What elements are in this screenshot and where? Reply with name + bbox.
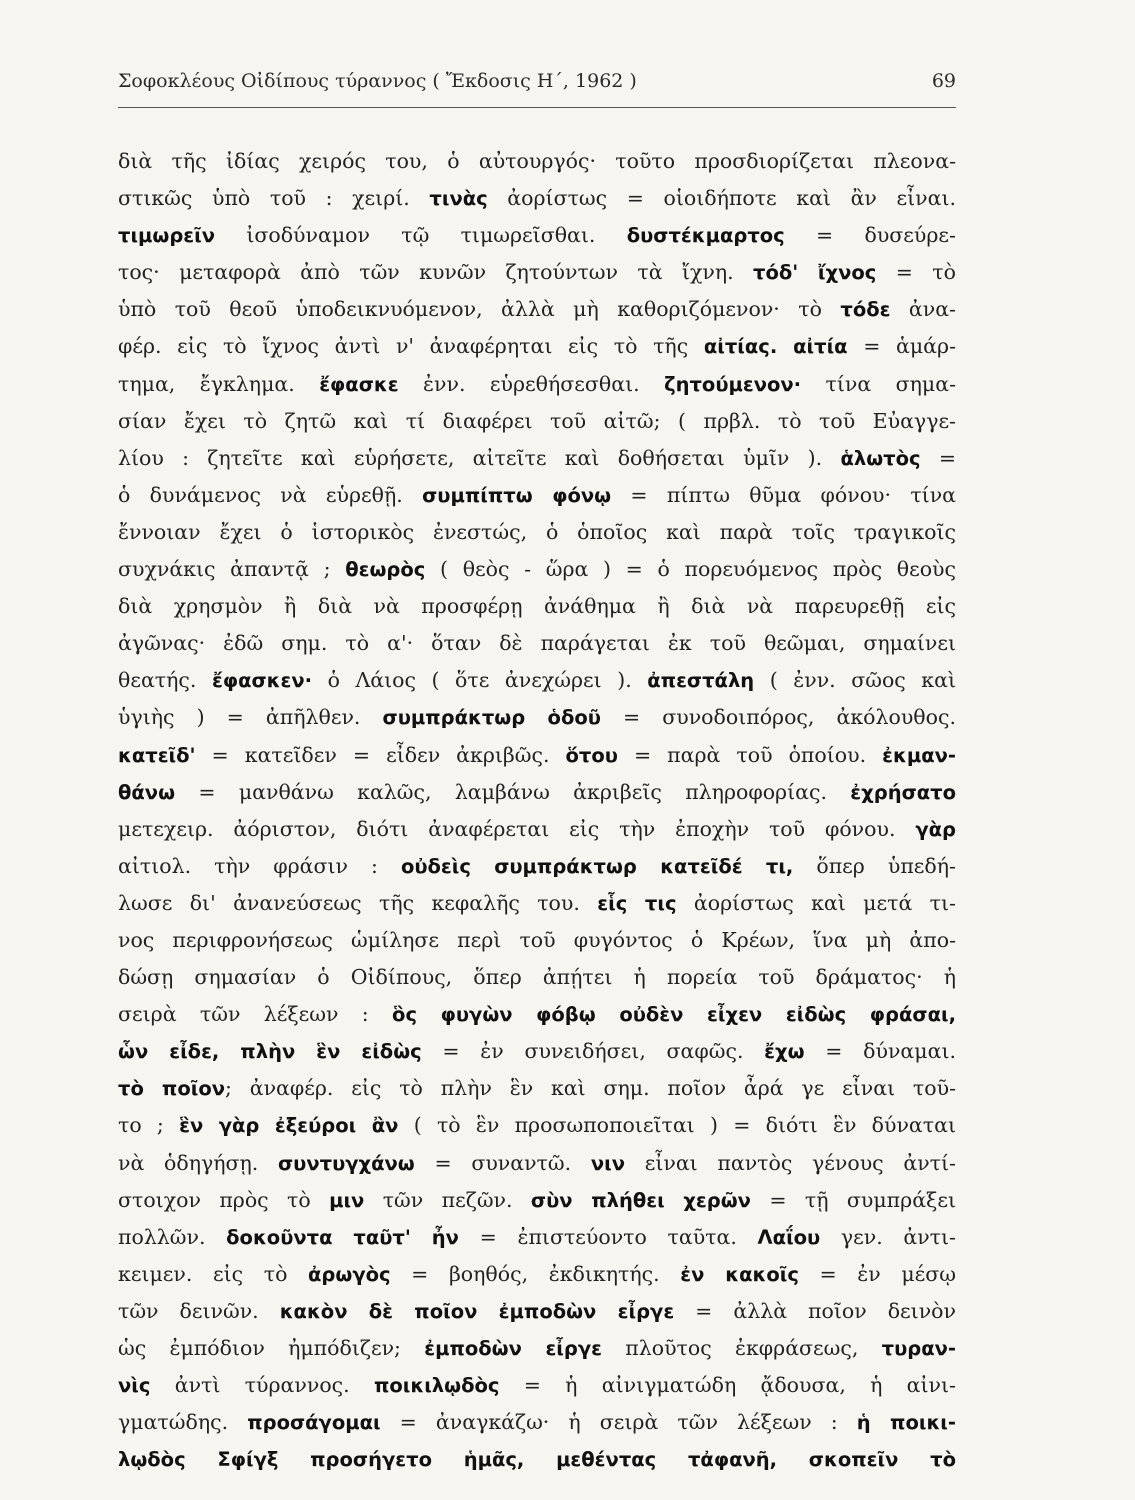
gloss-text: κειμεν. εἰς τὸ bbox=[118, 1261, 309, 1286]
gloss-text: = bbox=[920, 445, 956, 470]
lemma-term: δοκοῦντα ταῦτ' ἦν bbox=[226, 1225, 459, 1249]
gloss-text: ( τὸ ἓν προσωποποιεῖται ) = διότι ἓν δύναται bbox=[398, 1113, 956, 1138]
lemma-term: ἀρωγὸς bbox=[308, 1262, 391, 1286]
gloss-text: θεατής. bbox=[118, 668, 212, 693]
lemma-term: συμπράκτωρ ὁδοῦ bbox=[382, 706, 601, 730]
lemma-term: τινὰς bbox=[429, 187, 488, 211]
gloss-text: λίου : ζητεῖτε καὶ εὑρήσετε, αἰτεῖτε καὶ δοθήσεται ὑμῖν ). bbox=[118, 445, 841, 470]
gloss-text: ἐνν. εὑρεθήσεσθαι. bbox=[398, 371, 665, 396]
text-line bbox=[118, 1145, 956, 1182]
lemma-term: ὃς φυγὼν φόβῳ οὐδὲν εἶχεν εἰδὼς φράσαι, bbox=[392, 1003, 956, 1027]
text-line bbox=[118, 328, 956, 365]
gloss-text: ἀγῶνας· ἐδῶ σημ. τὸ α'· ὅταν δὲ παράγεται ἐκ τοῦ θεῶμαι, σημαίνει bbox=[118, 631, 956, 656]
text-line bbox=[118, 848, 956, 885]
commentary-text bbox=[118, 143, 956, 1478]
text-line bbox=[118, 180, 956, 217]
gloss-text: νὰ ὁδηγήσῃ. bbox=[118, 1150, 278, 1175]
gloss-text: = τῇ συμπράξει bbox=[750, 1187, 956, 1212]
gloss-text: σειρὰ τῶν λέξεων : bbox=[118, 1002, 393, 1027]
gloss-text: = τὸ bbox=[876, 260, 956, 285]
text-line bbox=[118, 1070, 956, 1107]
gloss-text: = ἐπιστεύοντο ταῦτα. bbox=[458, 1224, 758, 1249]
gloss-text: ἀνα- bbox=[890, 297, 956, 322]
text-line bbox=[118, 774, 956, 811]
gloss-text: ἀντὶ τύραννος. bbox=[150, 1373, 374, 1398]
lemma-term: λῳδὸς Σφίγξ προσήγετο ἡμᾶς, μεθέντας τἀφανῆ, σκοπεῖν τὸ bbox=[118, 1448, 956, 1472]
lemma-term: ἔφασκε bbox=[319, 372, 399, 396]
lemma-term: ἐκμαν- bbox=[882, 743, 956, 767]
gloss-text: = ἀλλὰ ποῖον δεινὸν bbox=[674, 1298, 956, 1323]
gloss-text: = συνοδοιπόρος, ἀκόλουθος. bbox=[600, 705, 956, 730]
gloss-text: τημα, ἔγκλημα. bbox=[118, 371, 320, 396]
text-line bbox=[118, 1219, 956, 1256]
gloss-text: = παρὰ τοῦ ὁποίου. bbox=[617, 742, 883, 767]
gloss-text: στοιχον πρὸς τὸ bbox=[118, 1187, 330, 1212]
text-line bbox=[118, 1256, 956, 1293]
gloss-text: πολλῶν. bbox=[118, 1224, 227, 1249]
lemma-term: τὸ ποῖον bbox=[118, 1077, 226, 1101]
lemma-term: ἀπεστάλη bbox=[647, 669, 755, 693]
gloss-text: = συναντῶ. bbox=[414, 1150, 591, 1175]
gloss-text: διὰ χρησμὸν ἢ διὰ νὰ προσφέρῃ ἀνάθημα ἢ διὰ νὰ παρευρεθῇ εἰς bbox=[118, 594, 956, 619]
text-line bbox=[118, 811, 956, 848]
text-line bbox=[118, 366, 956, 403]
gloss-text: = πίπτω θῦμα φόνου· τίνα bbox=[611, 482, 957, 507]
lemma-term: κακὸν δὲ ποῖον ἐμποδὼν εἶργε bbox=[279, 1299, 675, 1323]
lemma-term: ἁλωτὸς bbox=[840, 446, 921, 470]
text-line bbox=[118, 996, 956, 1033]
gloss-text: πλοῦτος ἐκφράσεως, bbox=[602, 1336, 882, 1360]
gloss-text: ; ἀναφέρ. εἰς τὸ πλὴν ἓν καὶ σημ. ποῖον ἆρά γε εἶναι τοῦ- bbox=[225, 1076, 956, 1101]
text-line bbox=[118, 291, 956, 328]
lemma-term: τιμωρεῖν bbox=[118, 224, 216, 248]
lemma-term: εἷς τις bbox=[597, 891, 677, 915]
gloss-text: = βοηθός, ἐκδικητής. bbox=[390, 1261, 681, 1286]
gloss-text: λωσε δι' ἀνανεύσεως τῆς κεφαλῆς του. bbox=[118, 890, 598, 915]
lemma-term: γὰρ bbox=[915, 817, 956, 841]
text-line bbox=[118, 662, 956, 699]
gloss-text: ὁ δυνάμενος νὰ εὑρεθῇ. bbox=[118, 482, 423, 507]
lemma-term: Λαΐου bbox=[757, 1225, 821, 1249]
text-line bbox=[118, 1330, 956, 1367]
gloss-text: γματώδης. bbox=[118, 1410, 248, 1435]
gloss-text: μετεχειρ. ἀόριστον, διότι ἀναφέρεται εἰς τὴν ἐποχὴν τοῦ φόνου. bbox=[118, 816, 916, 841]
text-line bbox=[118, 403, 956, 440]
text-line bbox=[118, 477, 956, 514]
gloss-text: ὅπερ ὑπεδή- bbox=[793, 853, 956, 878]
gloss-text: = ἡ αἰνιγματώδη ᾄδουσα, ἡ αἰνι- bbox=[499, 1373, 956, 1398]
gloss-text: αἰτιολ. τὴν φράσιν : bbox=[118, 853, 401, 878]
lemma-term: ἔφασκεν· bbox=[211, 669, 313, 693]
lemma-term: ποικιλῳδὸς bbox=[373, 1374, 500, 1398]
text-line bbox=[118, 1441, 956, 1478]
lemma-term: ὧν εἶδε, πλὴν ἓν εἰδὼς bbox=[118, 1040, 422, 1064]
text-line bbox=[118, 143, 956, 180]
text-line bbox=[118, 737, 956, 774]
lemma-term: ἐμποδὼν εἶργε bbox=[424, 1337, 602, 1360]
lemma-term: ἓν γὰρ ἐξεύροι ἂν bbox=[179, 1114, 399, 1138]
lemma-term: ἔχω bbox=[764, 1040, 805, 1064]
gloss-text: ( ἐνν. σῶος καὶ bbox=[754, 668, 956, 693]
lemma-term: ὅτου bbox=[565, 743, 618, 767]
text-line bbox=[118, 1293, 956, 1330]
lemma-term: ἡ ποικι- bbox=[856, 1411, 957, 1435]
lemma-term: οὐδεὶς συμπράκτωρ κατεῖδέ τι, bbox=[400, 854, 794, 878]
text-line bbox=[118, 1404, 956, 1441]
gloss-text: = κατεῖδεν = εἶδεν ἀκριβῶς. bbox=[195, 742, 566, 767]
gloss-text: γεν. ἀντι- bbox=[820, 1224, 956, 1249]
gloss-text: ἰσοδύναμον τῷ τιμωρεῖσθαι. bbox=[215, 223, 627, 248]
text-line bbox=[118, 254, 956, 291]
lemma-term: θεωρὸς bbox=[345, 558, 426, 582]
gloss-text: = δύναμαι. bbox=[804, 1039, 956, 1064]
running-header bbox=[118, 70, 956, 92]
lemma-term: δυστέκμαρτος bbox=[626, 224, 785, 248]
gloss-text: ὑγιὴς ) = ἀπῆλθεν. bbox=[118, 705, 383, 730]
gloss-text: φέρ. εἰς τὸ ἴχνος ἀντὶ ν' ἀναφέρηται εἰς τὸ τῆς bbox=[118, 334, 704, 359]
gloss-text: στικῶς ὑπὸ τοῦ : χειρί. bbox=[118, 186, 430, 211]
lemma-term: αἰτίας. αἰτία bbox=[703, 335, 848, 359]
text-line bbox=[118, 551, 956, 588]
gloss-text: ἀορίστως καὶ μετά τι- bbox=[676, 890, 956, 915]
lemma-term: συντυγχάνω bbox=[278, 1151, 415, 1175]
lemma-term: ἐν κακοῖς bbox=[680, 1262, 799, 1286]
page-number: 69 bbox=[931, 70, 956, 92]
gloss-text: τίνα σημα- bbox=[801, 371, 956, 396]
gloss-text: τῶν δεινῶν. bbox=[118, 1298, 280, 1323]
header-rule bbox=[118, 107, 956, 108]
gloss-text: = μανθάνω καλῶς, λαμβάνω ἀκριβεῖς πληροφορίας. bbox=[175, 779, 851, 804]
gloss-text: νος περιφρονήσεως ὡμίλησε περὶ τοῦ φυγόντος ὁ Κρέων, ἵνα μὴ ἀπο- bbox=[118, 927, 956, 952]
gloss-text: συχνάκις ἀπαντᾷ ; bbox=[118, 557, 346, 582]
gloss-text: ἔννοιαν ἔχει ὁ ἱστορικὸς ἐνεστώς, ὁ ὁποῖος καὶ παρὰ τοῖς τραγικοῖς bbox=[118, 519, 956, 544]
text-line bbox=[118, 588, 956, 625]
lemma-term: νιν bbox=[590, 1151, 625, 1175]
lemma-term: ζητούμενον· bbox=[664, 372, 802, 396]
gloss-text: ὡς ἐμπόδιον ἠμπόδιζεν; bbox=[118, 1336, 425, 1360]
lemma-term: μιν bbox=[329, 1188, 365, 1212]
running-title: Σοφοκλέους Οἰδίπους τύραννος ( Ἔκδοσις Η΄, 1962 ) bbox=[118, 70, 637, 92]
gloss-text: εἶναι παντὸς γένους ἀντί- bbox=[625, 1150, 956, 1175]
lemma-term: θάνω bbox=[118, 780, 176, 804]
lemma-term: ἐχρήσατο bbox=[850, 780, 956, 804]
text-line bbox=[118, 959, 956, 996]
gloss-text: διὰ τῆς ἰδίας χειρός του, ὁ αὐτουργός· τοῦτο προσδιορίζεται πλεονα- bbox=[118, 149, 956, 173]
lemma-term: κατεῖδ' bbox=[118, 743, 196, 767]
gloss-text: = ἐν μέσῳ bbox=[798, 1261, 957, 1286]
gloss-text: τῶν πεζῶν. bbox=[364, 1187, 531, 1212]
text-line bbox=[118, 922, 956, 959]
lemma-term: τόδε bbox=[840, 298, 891, 322]
gloss-text: τος· μεταφορὰ ἀπὸ τῶν κυνῶν ζητούντων τὰ ἴχνη. bbox=[118, 260, 754, 285]
gloss-text: ὑπὸ τοῦ θεοῦ ὑποδεικνυόμενον, ἀλλὰ μὴ καθοριζόμενον· τὸ bbox=[118, 297, 841, 322]
gloss-text: = ἁμάρ- bbox=[847, 334, 957, 359]
text-line bbox=[118, 625, 956, 662]
lemma-term: συμπίπτω φόνῳ bbox=[422, 483, 612, 507]
text-line bbox=[118, 1107, 956, 1144]
gloss-text: ( θεὸς - ὥρα ) = ὁ πορευόμενος πρὸς θεοὺς bbox=[425, 557, 956, 582]
gloss-text: ἀορίστως = οἱοιδήποτε καὶ ἂν εἶναι. bbox=[487, 186, 956, 211]
text-line bbox=[118, 217, 956, 254]
gloss-text: = δυσεύρε- bbox=[784, 223, 956, 248]
text-line bbox=[118, 885, 956, 922]
gloss-text: δώσῃ σημασίαν ὁ Οἰδίπους, ὅπερ ἀπῄτει ἡ πορεία τοῦ δράματος· ἡ bbox=[118, 965, 956, 990]
text-line bbox=[118, 440, 956, 477]
lemma-term: τόδ' ἴχνος bbox=[753, 261, 877, 285]
text-line bbox=[118, 1033, 956, 1070]
text-line bbox=[118, 1182, 956, 1219]
gloss-text: ὁ Λάιος ( ὅτε ἀνεχώρει ). bbox=[312, 668, 648, 693]
lemma-term: σὺν πλήθει χερῶν bbox=[530, 1188, 751, 1212]
gloss-text: το ; bbox=[118, 1113, 180, 1138]
text-line bbox=[118, 699, 956, 736]
text-line bbox=[118, 514, 956, 551]
gloss-text: = ἀναγκάζω· ἡ σειρὰ τῶν λέξεων : bbox=[380, 1410, 857, 1435]
lemma-term: προσάγομαι bbox=[247, 1411, 381, 1435]
gloss-text: σίαν ἔχει τὸ ζητῶ καὶ τί διαφέρει τοῦ αἰτῶ; ( πρβλ. τὸ τοῦ Εὐαγγε- bbox=[118, 408, 956, 433]
lemma-term: νὶς bbox=[118, 1374, 151, 1398]
text-line bbox=[118, 1367, 956, 1404]
gloss-text: = ἐν συνειδήσει, σαφῶς. bbox=[421, 1039, 765, 1064]
lemma-term: τυραν- bbox=[881, 1337, 956, 1360]
